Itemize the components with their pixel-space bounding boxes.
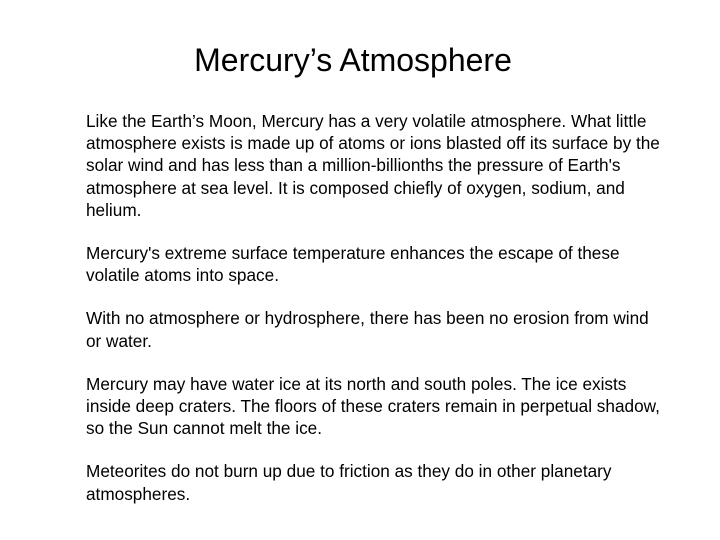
paragraph-meteorites: Meteorites do not burn up due to friction as they do in other planetary atmospheres. [86,461,612,504]
paragraph-atmosphere-overview: Like the Earth’s Moon, Mercury has a very volatile atmosphere. What little atmosphere exists is made up of atoms or ions blasted off its surface by the solar wind and has less than a million-billionths the pressure of Earth's atmosphere at sea level. It is composed chiefly of oxygen, sodium, and helium. [86,111,660,220]
slide-body [86,110,666,526]
paragraph-temperature-escape: Mercury's extreme surface temperature enhances the escape of these volatile atoms into space. [86,243,620,286]
slide-title: Mercury’s Atmosphere [194,42,512,78]
paragraph-no-erosion: With no atmosphere or hydrosphere, there has been no erosion from wind or water. [86,308,649,351]
paragraph-polar-ice: Mercury may have water ice at its north and south poles. The ice exists inside deep craters. The floors of these craters remain in perpetual shadow, so the Sun cannot melt the ice. [86,373,660,439]
